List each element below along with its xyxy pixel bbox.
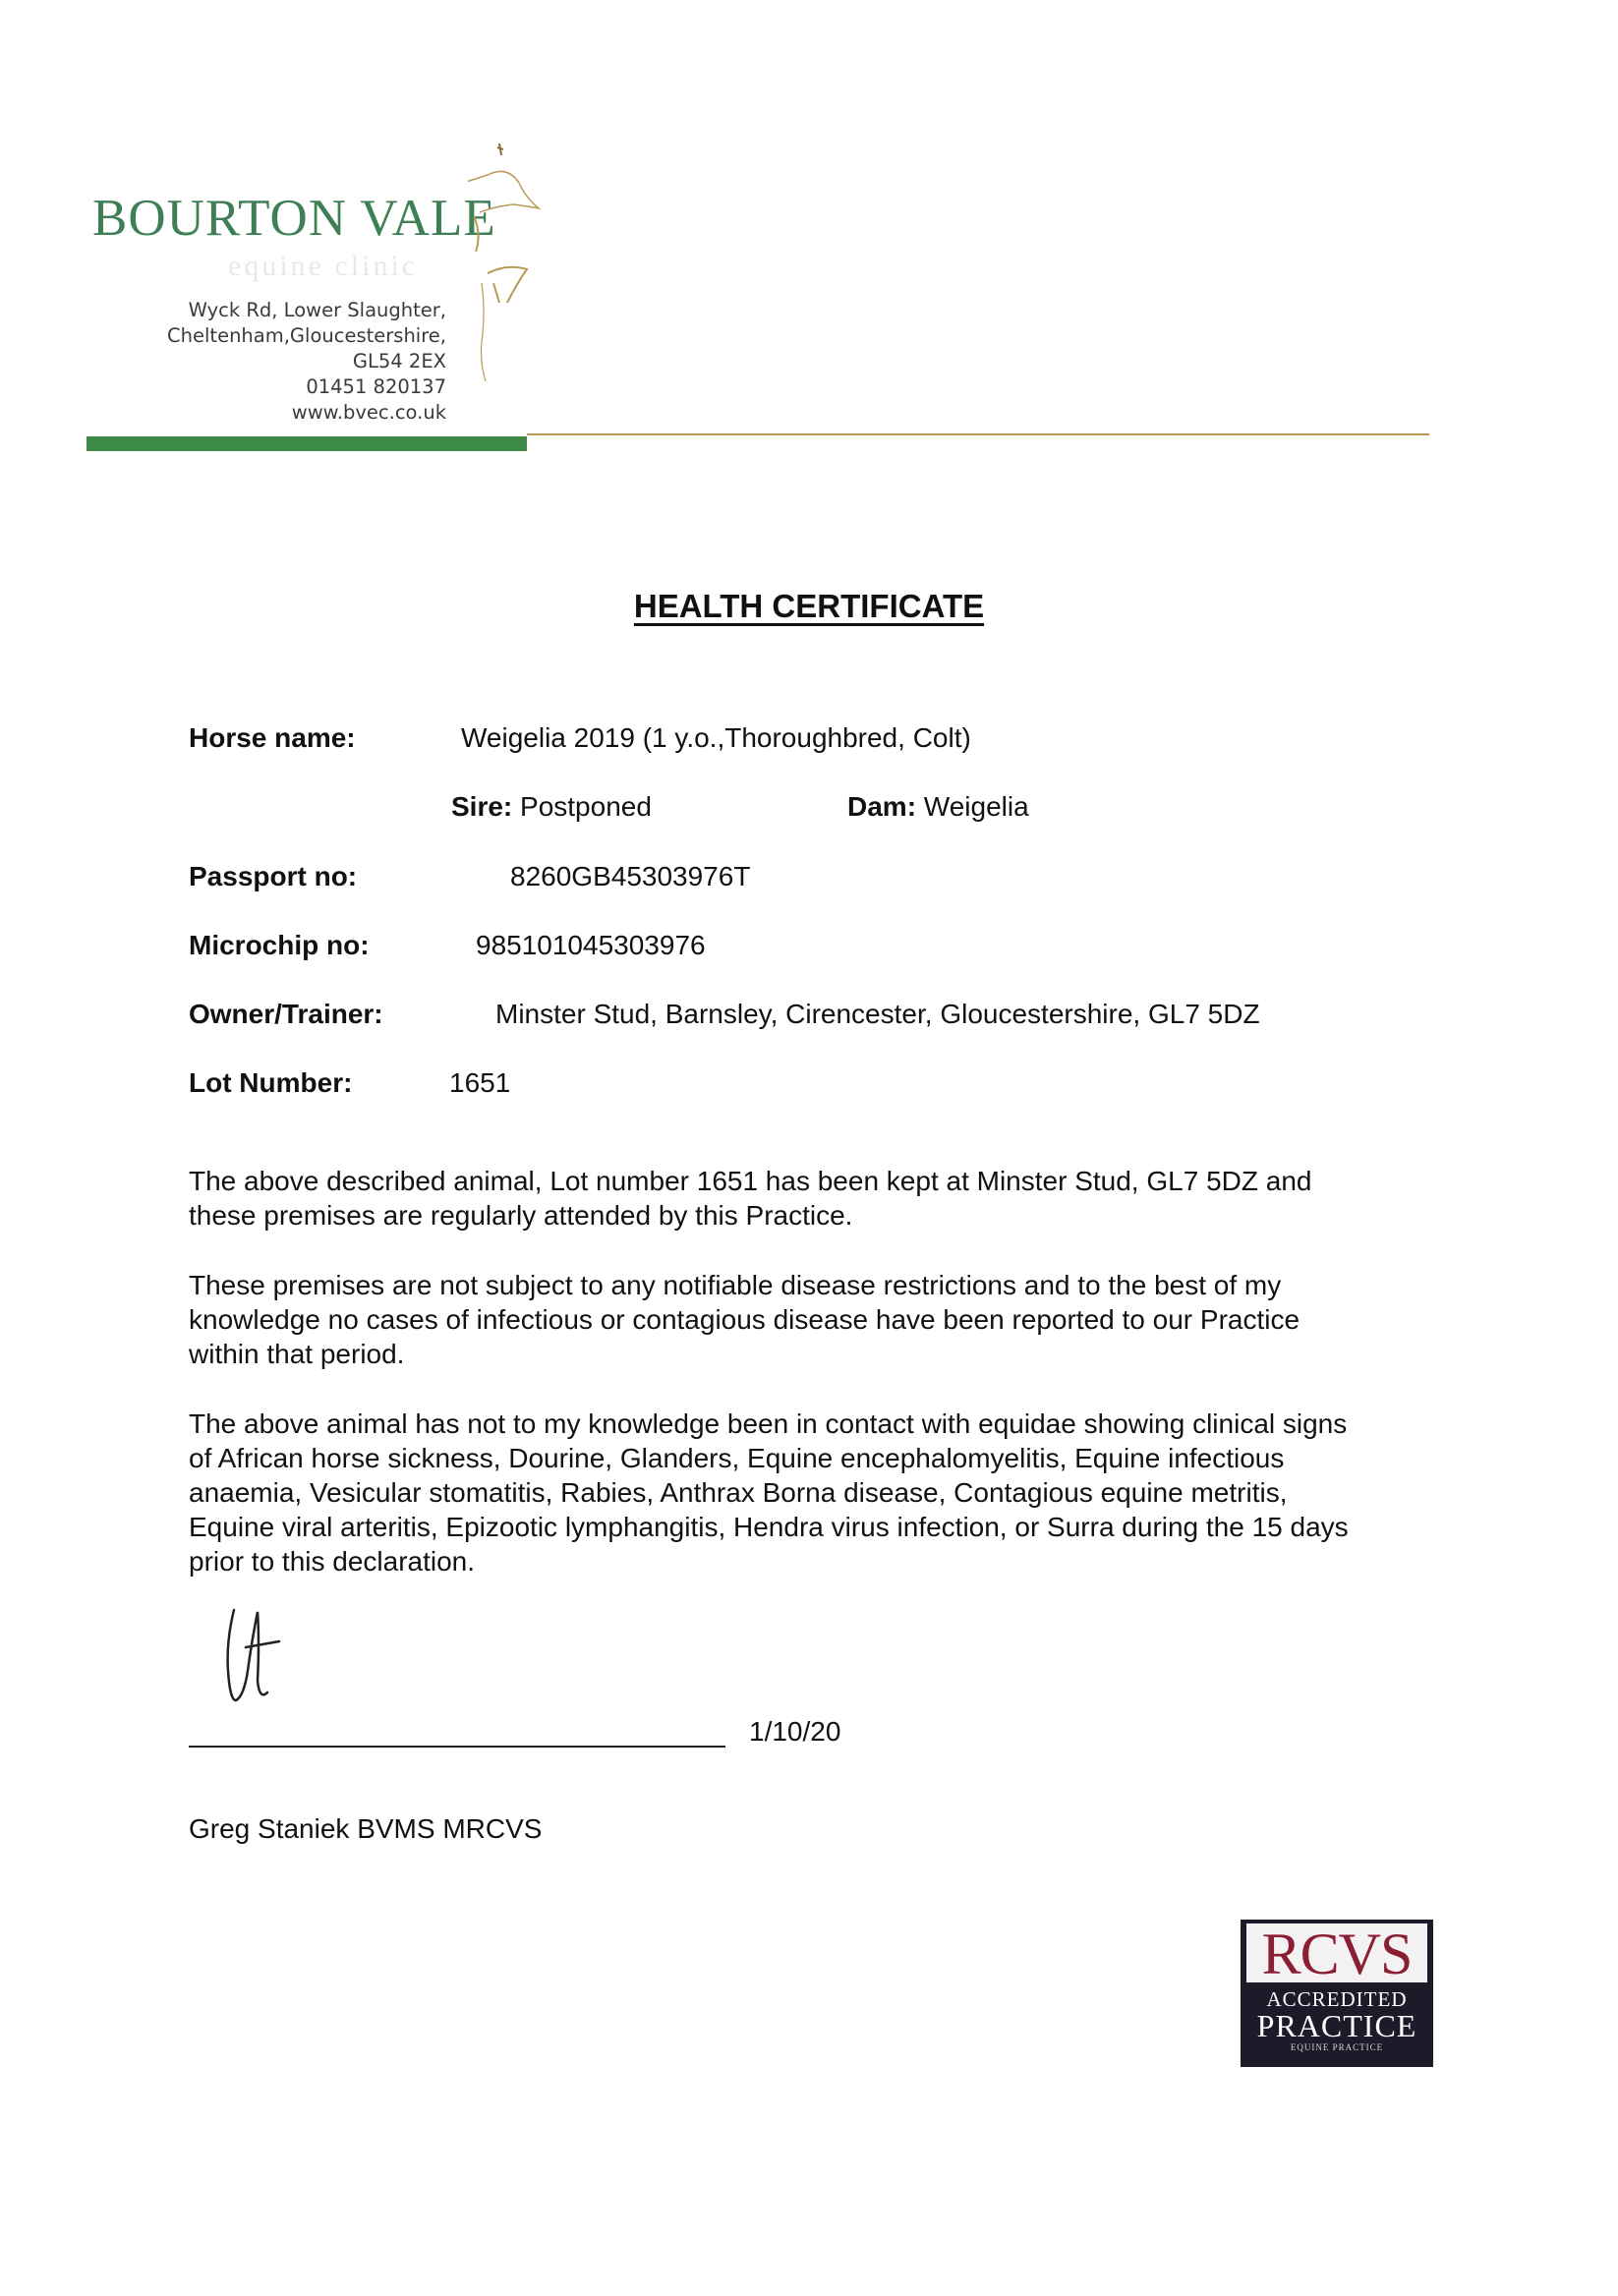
- microchip-label: Microchip no:: [189, 930, 370, 960]
- owner-label: Owner/Trainer:: [189, 999, 383, 1029]
- signer-name: Greg Staniek BVMS MRCVS: [189, 1813, 543, 1844]
- paragraph-line: prior to this declaration.: [189, 1546, 476, 1577]
- paragraph-line: anaemia, Vesicular stomatitis, Rabies, Anthrax Borna disease, Contagious equine metritis,: [189, 1477, 1288, 1508]
- sire-field: [451, 791, 652, 823]
- paragraph-line: The above described animal, Lot number 1651 has been kept at Minster Stud, GL7 5DZ and: [189, 1166, 1312, 1196]
- paragraph-line: these premises are regularly attended by this Practice.: [189, 1200, 853, 1231]
- phone-number: 01451 820137: [306, 375, 446, 398]
- passport-value: 8260GB45303976T: [510, 861, 751, 891]
- paragraph-contact-declaration: [189, 1406, 1457, 1578]
- horse-name-label: Horse name:: [189, 722, 356, 753]
- rcvs-badge-line2: PRACTICE: [1256, 2008, 1417, 2043]
- paragraph-line: These premises are not subject to any notifiable disease restrictions and to the best of my: [189, 1270, 1282, 1300]
- paragraph-premises: [189, 1164, 1457, 1233]
- horse-logo-icon: [468, 136, 556, 391]
- address-line-1: Wyck Rd, Lower Slaughter,: [188, 299, 446, 321]
- paragraph-line: of African horse sickness, Dourine, Glanders, Equine encephalomyelitis, Equine infectious: [189, 1443, 1285, 1473]
- paragraph-line: knowledge no cases of infectious or contagious disease have been reported to our Practice: [189, 1304, 1300, 1335]
- sire-value: Postponed: [512, 791, 652, 822]
- rcvs-badge-line3: EQUINE PRACTICE: [1290, 2042, 1384, 2052]
- dam-label: Dam:: [847, 791, 917, 822]
- signature-line: [189, 1746, 725, 1748]
- lot-number-label: Lot Number:: [189, 1067, 353, 1098]
- passport-label: Passport no:: [189, 861, 358, 891]
- sire-label: Sire:: [451, 791, 513, 822]
- paragraph-line: The above animal has not to my knowledge been in contact with equidae showing clinical signs: [189, 1408, 1348, 1439]
- signature-date: 1/10/20: [749, 1716, 841, 1747]
- dam-value: Weigelia: [916, 791, 1029, 822]
- rcvs-badge-line1: ACCREDITED: [1266, 1987, 1408, 2011]
- header-rule-gold: [527, 433, 1429, 435]
- rcvs-badge-title: RCVS: [1246, 1923, 1427, 1982]
- dam-field: [847, 791, 1029, 823]
- owner-value: Minster Stud, Barnsley, Cirencester, Gloucestershire, GL7 5DZ: [495, 999, 1260, 1029]
- paragraph-restrictions: [189, 1268, 1457, 1371]
- address-line-2: Cheltenham,Gloucestershire,: [167, 324, 446, 347]
- address-line-3: GL54 2EX: [352, 350, 446, 373]
- brand-subtitle: equine clinic: [228, 250, 419, 282]
- rcvs-accreditation-badge: [1241, 1920, 1433, 2067]
- microchip-value: 985101045303976: [476, 930, 706, 960]
- lot-number-value: 1651: [449, 1067, 511, 1098]
- paragraph-line: Equine viral arteritis, Epizootic lymphangitis, Hendra virus infection, or Surra during the 15 days: [189, 1512, 1349, 1542]
- header-rule-green: [87, 436, 527, 451]
- handwritten-signature: [218, 1602, 307, 1710]
- page-title: HEALTH CERTIFICATE: [633, 588, 985, 624]
- website: www.bvec.co.uk: [291, 401, 446, 424]
- paragraph-line: within that period.: [189, 1339, 405, 1369]
- brand-name: BOURTON VALE: [92, 190, 496, 247]
- horse-name-value: Weigelia 2019 (1 y.o.,Thoroughbred, Colt): [461, 722, 971, 753]
